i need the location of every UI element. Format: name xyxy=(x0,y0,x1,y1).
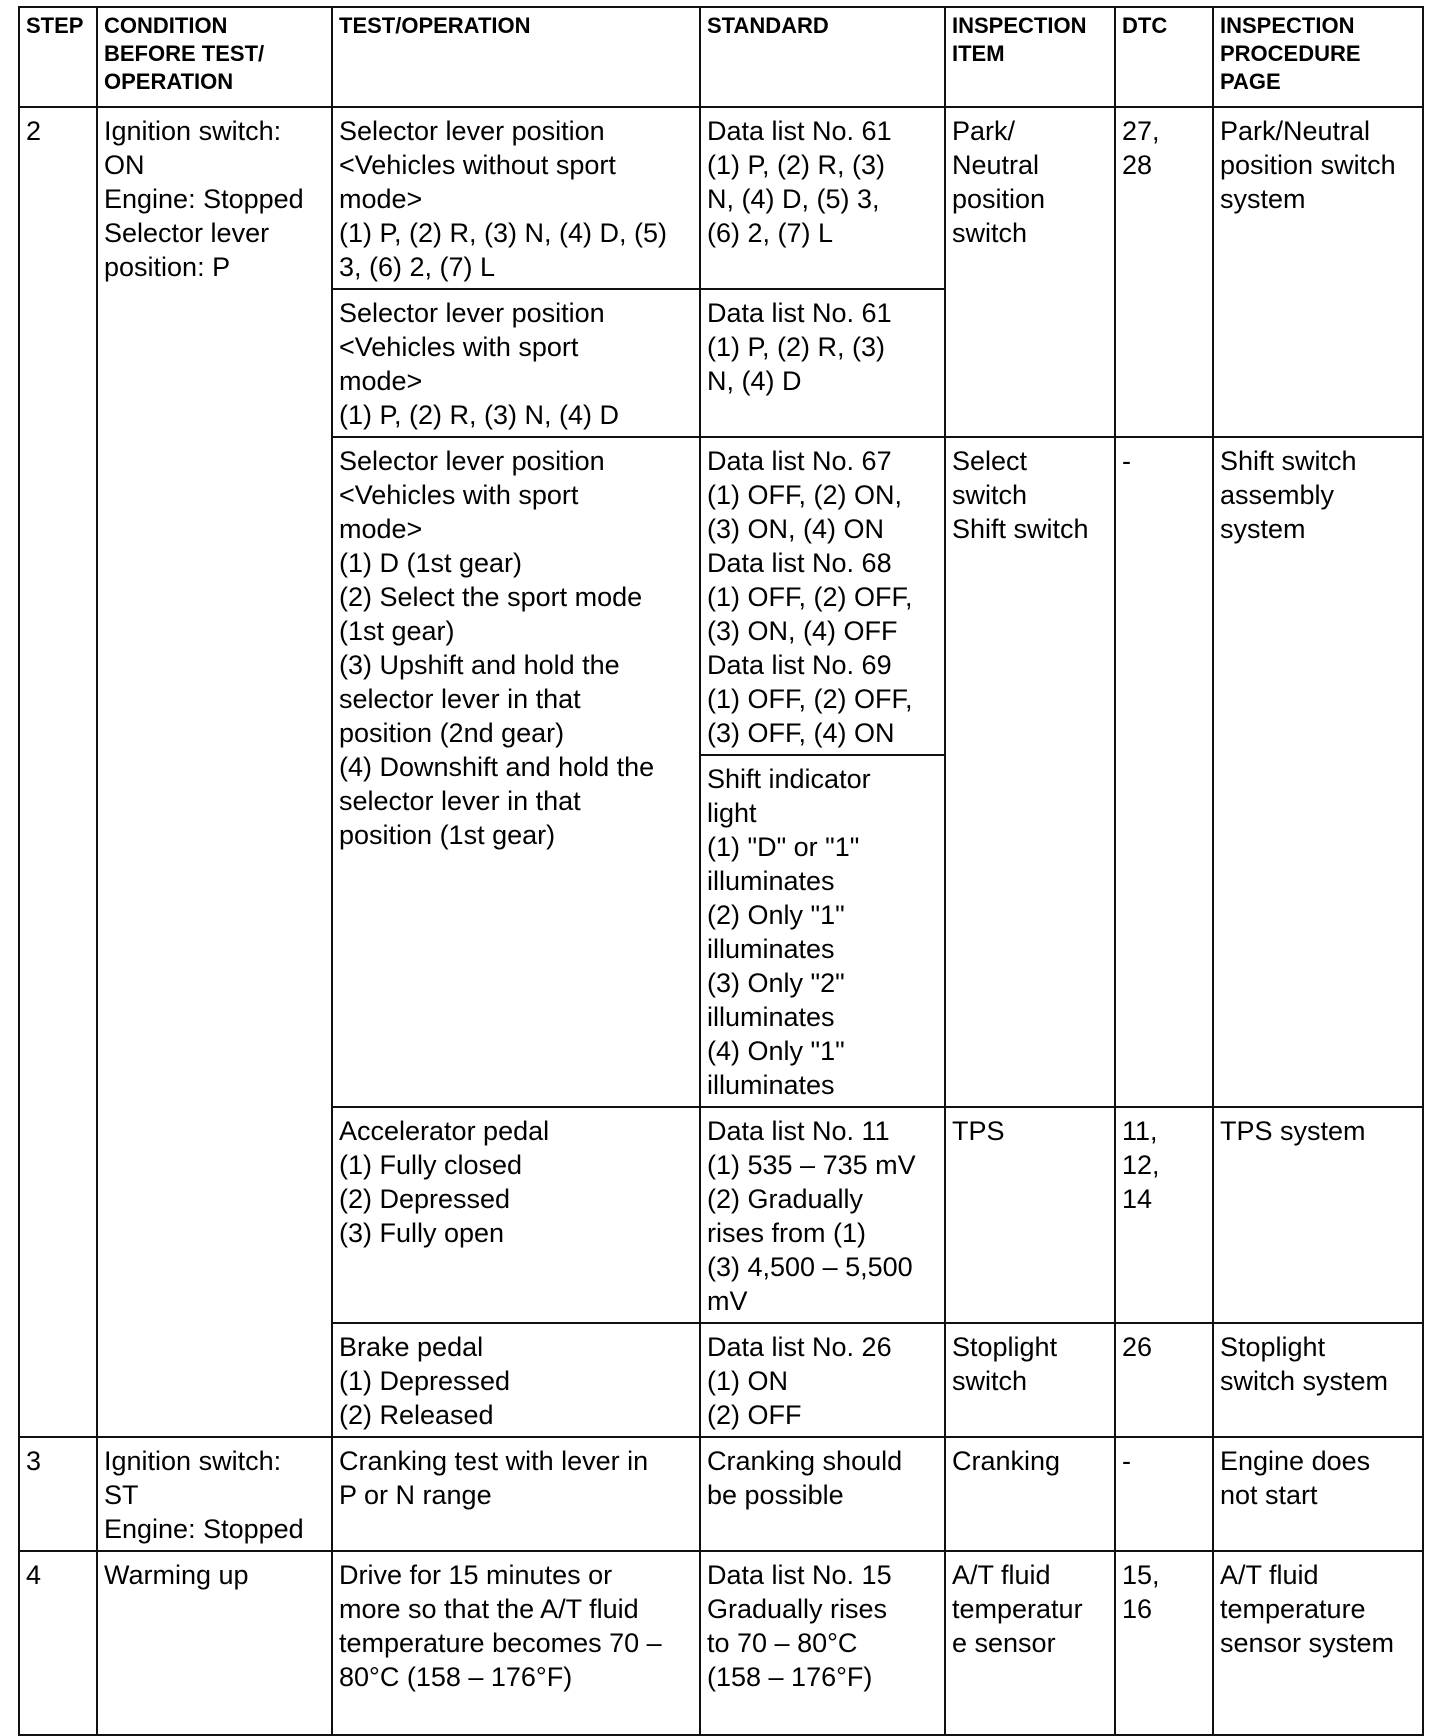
cell-text-line: TEST/OPERATION xyxy=(339,13,531,38)
cell-text-line: Data list No. 26 xyxy=(707,1332,892,1362)
standard-cell xyxy=(700,1551,945,1735)
inspection-item-cell xyxy=(945,1551,1115,1735)
cell-text-line: Accelerator pedal xyxy=(339,1116,550,1146)
cell-text-line: Cranking test with lever in xyxy=(339,1446,649,1476)
cell-text-line: (1) Depressed xyxy=(339,1366,511,1396)
cell-text-line: 28 xyxy=(1122,150,1153,180)
test-cell xyxy=(332,1107,700,1323)
dtc-cell xyxy=(1115,1107,1213,1323)
cell-text-line: (1) P, (2) R, (3) N, (4) D xyxy=(339,400,620,430)
cell-text-line: Data list No. 69 xyxy=(707,650,892,680)
cell-text-line: position: P xyxy=(104,252,231,282)
dtc-cell xyxy=(1115,107,1213,437)
cell-text-line: switch xyxy=(952,218,1028,248)
cell-text-line: sensor system xyxy=(1220,1628,1395,1658)
cell-text-line: illuminates xyxy=(707,1002,835,1032)
cell-text-line: Engine does xyxy=(1220,1446,1371,1476)
cell-text-line: (3) Upshift and hold the xyxy=(339,650,620,680)
cell-text-line: (1) Fully closed xyxy=(339,1150,523,1180)
header-standard xyxy=(700,7,945,107)
cell-text-line: Engine: Stopped xyxy=(104,184,304,214)
test-cell xyxy=(332,437,700,1107)
header-condition xyxy=(97,7,332,107)
cell-text-line: TPS system xyxy=(1220,1116,1366,1146)
header-procedure-page xyxy=(1213,7,1423,107)
cell-text-line: 3 xyxy=(26,1446,42,1476)
cell-text-line: position (1st gear) xyxy=(339,820,556,850)
procedure-page-cell xyxy=(1213,1323,1423,1437)
cell-text-line: (158 – 176°F) xyxy=(707,1662,873,1692)
cell-text-line: Selector lever position xyxy=(339,116,605,146)
cell-text-line: N, (4) D, (5) 3, xyxy=(707,184,880,214)
cell-text-line: (1) ON xyxy=(707,1366,788,1396)
cell-text-line: selector lever in that xyxy=(339,684,581,714)
cell-text-line: (3) Fully open xyxy=(339,1218,505,1248)
standard-cell xyxy=(700,1107,945,1323)
cell-text-line: Select xyxy=(952,446,1028,476)
condition-cell xyxy=(97,1551,332,1735)
cell-text-line: Data list No. 61 xyxy=(707,116,892,146)
cell-text-line: (3) ON, (4) OFF xyxy=(707,616,898,646)
cell-text-line: 27, xyxy=(1122,116,1160,146)
cell-text-line: Park/Neutral xyxy=(1220,116,1371,146)
cell-text-line: Ignition switch: xyxy=(104,116,282,146)
cell-text-line: BEFORE TEST/ xyxy=(104,41,265,66)
cell-text-line: INSPECTION xyxy=(952,13,1087,38)
cell-text-line: A/T fluid xyxy=(1220,1560,1319,1590)
header-dtc xyxy=(1115,7,1213,107)
cell-text-line: 11, xyxy=(1122,1116,1158,1146)
cell-text-line: Engine: Stopped xyxy=(104,1514,304,1544)
cell-text-line: DTC xyxy=(1122,13,1168,38)
cell-text-line: more so that the A/T fluid xyxy=(339,1594,639,1624)
procedure-page-cell xyxy=(1213,437,1423,1107)
procedure-page-cell xyxy=(1213,1437,1423,1551)
cell-text-line: (2) Select the sport mode xyxy=(339,582,643,612)
cell-text-line: (3) ON, (4) ON xyxy=(707,514,885,544)
cell-text-line: Cranking should xyxy=(707,1446,903,1476)
cell-text-line: (1) P, (2) R, (3) xyxy=(707,332,886,362)
cell-text-line: Drive for 15 minutes or xyxy=(339,1560,613,1590)
cell-text-line: 26 xyxy=(1122,1332,1153,1362)
cell-text-line: light xyxy=(707,798,757,828)
cell-text-line: Data list No. 15 xyxy=(707,1560,892,1590)
procedure-page-cell xyxy=(1213,1107,1423,1323)
test-cell xyxy=(332,1551,700,1735)
cell-text-line: Shift switch xyxy=(952,514,1089,544)
cell-text-line: (3) OFF, (4) ON xyxy=(707,718,895,748)
cell-text-line: <Vehicles with sport xyxy=(339,480,579,510)
cell-text-line: OPERATION xyxy=(104,69,234,94)
inspection-item-cell xyxy=(945,107,1115,437)
cell-text-line: 16 xyxy=(1122,1594,1153,1624)
cell-text-line: illuminates xyxy=(707,866,835,896)
standard-cell xyxy=(700,107,945,289)
step-number xyxy=(19,1551,97,1735)
header-test-operation xyxy=(332,7,700,107)
cell-text-line: Cranking xyxy=(952,1446,1061,1476)
cell-text-line: be possible xyxy=(707,1480,844,1510)
cell-text-line: mode> xyxy=(339,514,423,544)
step-number xyxy=(19,107,97,1437)
cell-text-line: switch xyxy=(952,1366,1028,1396)
cell-text-line: ITEM xyxy=(952,41,1005,66)
cell-text-line: PAGE xyxy=(1220,69,1281,94)
cell-text-line: Selector lever xyxy=(104,218,270,248)
standard-cell xyxy=(700,1437,945,1551)
header-row xyxy=(19,7,1423,107)
test-cell xyxy=(332,1323,700,1437)
cell-text-line: 3, (6) 2, (7) L xyxy=(339,252,496,282)
cell-text-line: e sensor xyxy=(952,1628,1056,1658)
cell-text-line: INSPECTION xyxy=(1220,13,1355,38)
cell-text-line: 80°C (158 – 176°F) xyxy=(339,1662,573,1692)
cell-text-line: (2) Only "1" xyxy=(707,900,845,930)
cell-text-line: (4) Only "1" xyxy=(707,1036,845,1066)
table-row xyxy=(19,1437,1423,1551)
cell-text-line: system xyxy=(1220,514,1306,544)
standard-cell xyxy=(700,1323,945,1437)
cell-text-line: to 70 – 80°C xyxy=(707,1628,858,1658)
standard-cell xyxy=(700,289,945,437)
cell-text-line: position (2nd gear) xyxy=(339,718,565,748)
cell-text-line: temperature becomes 70 – xyxy=(339,1628,662,1658)
dtc-cell xyxy=(1115,1551,1213,1735)
cell-text-line: Park/ xyxy=(952,116,1016,146)
cell-text-line: PROCEDURE xyxy=(1220,41,1361,66)
cell-text-line: (1) OFF, (2) OFF, xyxy=(707,684,913,714)
cell-text-line: illuminates xyxy=(707,1070,835,1100)
cell-text-line: selector lever in that xyxy=(339,786,581,816)
cell-text-line: TPS xyxy=(952,1116,1005,1146)
table-row xyxy=(19,1551,1423,1735)
cell-text-line: 14 xyxy=(1122,1184,1153,1214)
cell-text-line: (1) D (1st gear) xyxy=(339,548,523,578)
dtc-cell xyxy=(1115,437,1213,1107)
header-step xyxy=(19,7,97,107)
cell-text-line: (3) 4,500 – 5,500 xyxy=(707,1252,913,1282)
cell-text-line: (1) OFF, (2) ON, xyxy=(707,480,902,510)
condition-cell xyxy=(97,1437,332,1551)
test-cell xyxy=(332,1437,700,1551)
inspection-item-cell xyxy=(945,1323,1115,1437)
cell-text-line: Data list No. 11 xyxy=(707,1116,890,1146)
cell-text-line: (4) Downshift and hold the xyxy=(339,752,655,782)
cell-text-line: (3) Only "2" xyxy=(707,968,845,998)
cell-text-line: assembly xyxy=(1220,480,1335,510)
cell-text-line: Warming up xyxy=(104,1560,249,1590)
cell-text-line: (2) Gradually xyxy=(707,1184,864,1214)
cell-text-line: temperature xyxy=(1220,1594,1366,1624)
cell-text-line: (1) OFF, (2) OFF, xyxy=(707,582,913,612)
cell-text-line: (2) OFF xyxy=(707,1400,802,1430)
cell-text-line: 12, xyxy=(1122,1150,1160,1180)
cell-text-line: - xyxy=(1122,1446,1131,1476)
dtc-cell xyxy=(1115,1323,1213,1437)
cell-text-line: <Vehicles without sport xyxy=(339,150,616,180)
cell-text-line: <Vehicles with sport xyxy=(339,332,579,362)
cell-text-line: mode> xyxy=(339,366,423,396)
cell-text-line: (2) Depressed xyxy=(339,1184,511,1214)
cell-text-line: system xyxy=(1220,184,1306,214)
cell-text-line: Shift indicator xyxy=(707,764,871,794)
cell-text-line: illuminates xyxy=(707,934,835,964)
standard-cell xyxy=(700,437,945,755)
cell-text-line: STEP xyxy=(26,13,84,38)
inspection-item-cell xyxy=(945,437,1115,1107)
inspection-item-cell xyxy=(945,1107,1115,1323)
cell-text-line: Brake pedal xyxy=(339,1332,484,1362)
cell-text-line: 15, xyxy=(1122,1560,1160,1590)
cell-text-line: Data list No. 67 xyxy=(707,446,892,476)
cell-text-line: switch xyxy=(952,480,1028,510)
cell-text-line: ON xyxy=(104,150,145,180)
test-cell xyxy=(332,289,700,437)
cell-text-line: A/T fluid xyxy=(952,1560,1051,1590)
cell-text-line: Neutral xyxy=(952,150,1040,180)
cell-text-line: Data list No. 61 xyxy=(707,298,892,328)
cell-text-line: P or N range xyxy=(339,1480,492,1510)
cell-text-line: mode> xyxy=(339,184,423,214)
cell-text-line: position switch xyxy=(1220,150,1396,180)
cell-text-line: (1) "D" or "1" xyxy=(707,832,860,862)
cell-text-line: (1st gear) xyxy=(339,616,455,646)
cell-text-line: N, (4) D xyxy=(707,366,802,396)
cell-text-line: - xyxy=(1122,446,1131,476)
procedure-page-cell xyxy=(1213,1551,1423,1735)
cell-text-line: (1) P, (2) R, (3) xyxy=(707,150,886,180)
condition-cell xyxy=(97,107,332,1437)
cell-text-line: STANDARD xyxy=(707,13,829,38)
cell-text-line: CONDITION xyxy=(104,13,228,38)
cell-text-line: not start xyxy=(1220,1480,1318,1510)
cell-text-line: (1) P, (2) R, (3) N, (4) D, (5) xyxy=(339,218,668,248)
cell-text-line: Stoplight xyxy=(1220,1332,1326,1362)
cell-text-line: Stoplight xyxy=(952,1332,1058,1362)
inspection-item-cell xyxy=(945,1437,1115,1551)
dtc-cell xyxy=(1115,1437,1213,1551)
table-row xyxy=(19,107,1423,289)
cell-text-line: mV xyxy=(707,1286,748,1316)
cell-text-line: temperatur xyxy=(952,1594,1083,1624)
test-cell xyxy=(332,107,700,289)
inspection-table xyxy=(18,6,1424,1736)
cell-text-line: position xyxy=(952,184,1046,214)
cell-text-line: switch system xyxy=(1220,1366,1389,1396)
cell-text-line: ST xyxy=(104,1480,139,1510)
procedure-page-cell xyxy=(1213,107,1423,437)
cell-text-line: Data list No. 68 xyxy=(707,548,892,578)
cell-text-line: (2) Released xyxy=(339,1400,494,1430)
cell-text-line: Ignition switch: xyxy=(104,1446,282,1476)
cell-text-line: (1) 535 – 735 mV xyxy=(707,1150,916,1180)
cell-text-line: Shift switch xyxy=(1220,446,1357,476)
cell-text-line: rises from (1) xyxy=(707,1218,867,1248)
cell-text-line: 4 xyxy=(26,1560,42,1590)
cell-text-line: Gradually rises xyxy=(707,1594,888,1624)
cell-text-line: 2 xyxy=(26,116,42,146)
cell-text-line: Selector lever position xyxy=(339,298,605,328)
cell-text-line: Selector lever position xyxy=(339,446,605,476)
cell-text-line: (6) 2, (7) L xyxy=(707,218,834,248)
standard-cell xyxy=(700,755,945,1107)
step-number xyxy=(19,1437,97,1551)
header-inspection-item xyxy=(945,7,1115,107)
